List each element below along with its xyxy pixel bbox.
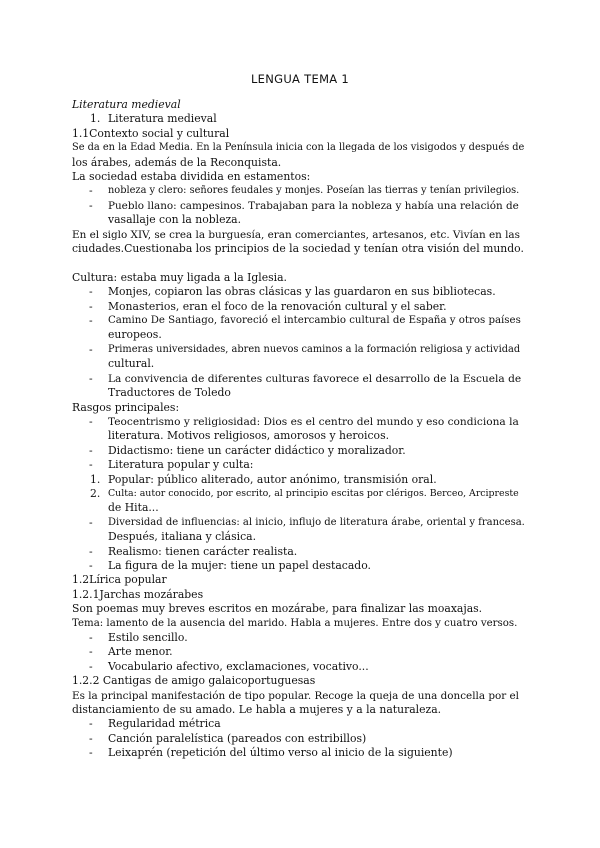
list-item-text: Monjes, copiaron las obras clásicas y las guardaron en sus bibliotecas. [108,285,496,299]
list-item-text: Monasterios, eran el foco de la renovación cultural y el saber. [108,299,447,313]
list-item [72,732,524,746]
section-heading: Literatura medieval [72,98,181,111]
subsection-heading: 1.2.1Jarchas mozárabes [72,587,204,601]
list-item-text: Arte menor. [108,645,173,659]
blank-line [72,256,524,270]
list-item [72,746,524,760]
list-item [72,545,524,559]
subsection-heading: 1.1Contexto social y cultural [72,126,230,140]
bullet-dash: - [89,731,93,745]
list-item-text: La convivencia de diferentes culturas favorece el desarrollo de la Escuela de [108,372,522,385]
list-item-text: Pueblo llano: campesinos. Trabajaban para la nobleza y había una relación de [108,199,519,212]
list-item-text: Diversidad de influencias: al inicio, influjo de literatura árabe, oriental y francesa. [108,516,525,528]
bullet-dash: - [89,717,93,731]
bullet-dash: - [89,371,93,385]
list-item-text: Camino De Santiago, favoreció el intercambio cultural de España y otros países [108,315,521,327]
list-item [72,343,524,372]
list-item [72,285,524,299]
list-item-text: literatura. Motivos religiosos, amorosos y heroicos. [108,429,390,443]
list-item [72,184,524,198]
list-item-text: Literatura popular y culta: [108,458,254,472]
paragraph-line: Tema: lamento de la ausencia del marido. Habla a mujeres. Entre dos y cuatro versos. [72,617,518,629]
list-item [72,660,524,674]
list-marker: - [89,414,93,428]
paragraph-line: Se da en la Edad Media. En la Península inicia con la llegada de los visigodos y después de [72,142,525,154]
paragraph-line: ciudades.Cuestionaba los principios de la sociedad y tenían otra visión del mundo. [72,242,524,256]
document-body [72,98,524,761]
paragraph-line: En el siglo XIV, se crea la burguesía, eran comerciantes, artesanos, etc. Vivían en las [72,228,520,241]
list-marker: 1. [90,472,101,486]
bullet-dash: - [89,645,93,659]
list-item-text: Popular: público aliterado, autor anónimo, transmisión oral. [108,472,437,486]
paragraph-line: Es la principal manifestación de tipo popular. Recoge la queja de una doncella por el [72,689,519,702]
list-item [72,444,524,458]
bullet-dash: - [89,631,93,645]
numbered-item [72,112,524,126]
bullet-dash: - [89,285,93,299]
list-marker: - [89,443,93,457]
bullet-dash: - [89,746,93,760]
list-marker: 1. [90,112,101,126]
list-item-text: Culta: autor conocido, por escrito, al principio escitas por clérigos. Berceo, Arcipreste [108,487,519,499]
subsection-heading: 1.2.2 Cantigas de amigo galaicoportuguesas [72,674,316,688]
paragraph-line: Cultura: estaba muy ligada a la Iglesia. [72,270,287,284]
list-item-text: Estilo sencillo. [108,631,188,645]
bullet-dash: - [89,299,93,313]
list-item-text: Regularidad métrica [108,717,221,731]
paragraph-line: La sociedad estaba dividida en estamentos: [72,170,311,184]
list-item-text: Didactismo: tiene un carácter didáctico y moralizador. [108,443,406,457]
list-item [72,559,524,573]
list-item-text: cultural. [108,357,155,371]
subsection-heading: 1.2Lírica popular [72,573,167,587]
list-item [72,458,524,472]
bullet-dash: - [89,184,93,198]
paragraph-line: los árabes, además de la Reconquista. [72,155,282,169]
list-item-text: Vocabulario afectivo, exclamaciones, vocativo... [108,659,369,673]
list-item [72,199,524,228]
list-item-text: vasallaje con la nobleza. [108,213,242,227]
list-item [72,487,524,516]
list-item-text: Teocentrismo y religiosidad: Dios es el centro del mundo y eso condiciona la [108,415,519,428]
list-item-text: La figura de la mujer: tiene un papel destacado. [108,558,371,572]
list-item [72,516,524,545]
list-marker: 2. [90,486,101,500]
list-item-text: Después, italiana y clásica. [108,530,257,544]
list-item-text: Primeras universidades, abren nuevos caminos a la formación religiosa y actividad [108,343,521,355]
list-item-text: Literatura medieval [108,112,217,126]
list-marker: - [89,544,93,558]
paragraph-line: Son poemas muy breves escritos en mozárabe, para finalizar las moaxajas. [72,602,483,616]
list-item [72,300,524,314]
list-marker: - [89,515,93,529]
list-item [72,314,524,343]
list-item-text: Canción paralelística (pareados con estribillos) [108,731,367,745]
page-title: LENGUA TEMA 1 [250,72,350,86]
bullet-dash: - [89,659,93,673]
bullet-dash: - [89,314,93,328]
list-item [72,631,524,645]
list-item [72,372,524,401]
list-item [72,645,524,659]
list-item [72,415,524,444]
paragraph-line: Rasgos principales: [72,400,180,414]
bullet-dash: - [89,342,93,356]
paragraph-line: distanciamiento de su amado. Le habla a mujeres y a la naturaleza. [72,703,442,717]
list-marker: - [89,558,93,572]
list-item-text: Leixaprén (repetición del último verso al inicio de la siguiente) [108,746,453,760]
list-item-text: Realismo: tienen carácter realista. [108,544,298,558]
list-marker: - [89,458,93,472]
bullet-dash: - [89,198,93,212]
list-item [72,473,524,487]
list-item-text: europeos. [108,328,162,342]
list-item [72,717,524,731]
list-item-text: nobleza y clero: señores feudales y monjes. Poseían las tierras y tenían privilegios. [108,185,520,197]
list-item-text: de Hita... [108,501,159,515]
list-item-text: Traductores de Toledo [108,386,231,400]
